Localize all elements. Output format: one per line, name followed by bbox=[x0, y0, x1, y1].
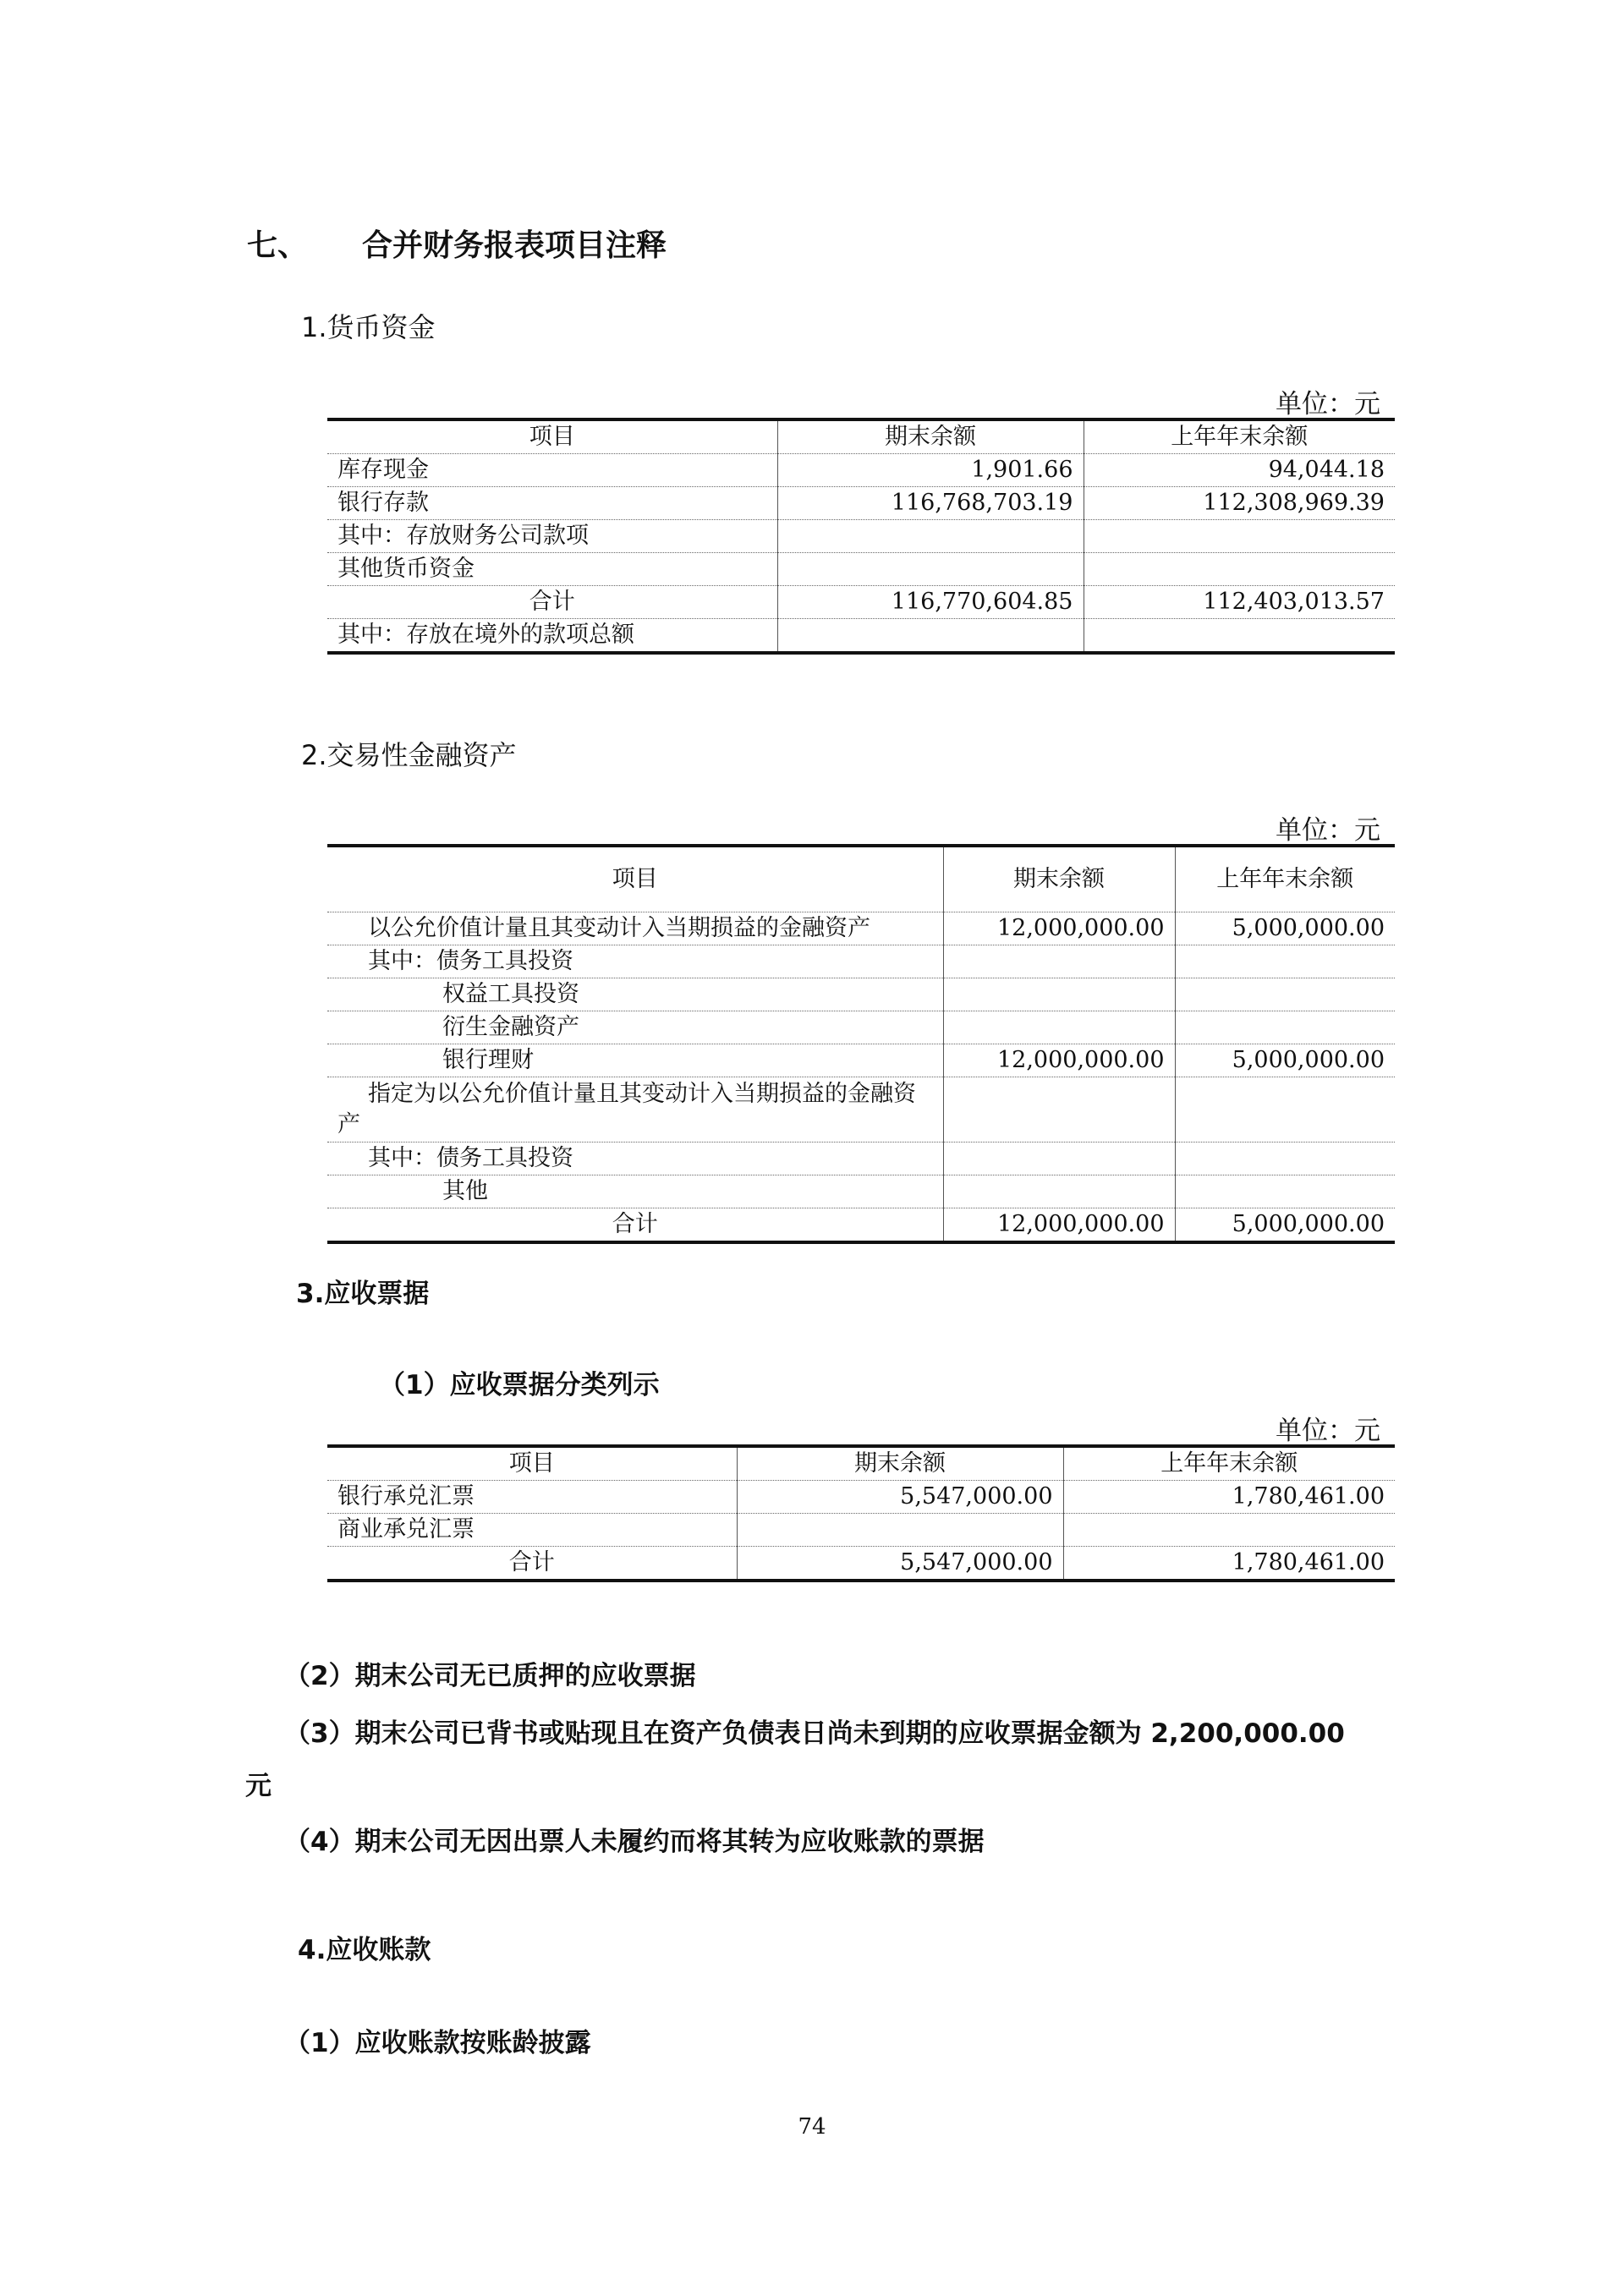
table-row bbox=[327, 1143, 1395, 1175]
value-cell bbox=[777, 553, 1084, 586]
value-cell bbox=[1063, 1514, 1395, 1547]
note-pledged-notes: （2）期末公司无已质押的应收票据 bbox=[284, 1661, 696, 1691]
cash-table bbox=[327, 418, 1395, 655]
table-row bbox=[327, 1044, 1395, 1077]
table-total-row bbox=[327, 1547, 1395, 1581]
header-cell: 上年年末余额 bbox=[1175, 846, 1395, 912]
header-cell: 期末余额 bbox=[737, 1446, 1063, 1481]
value-cell: 116,770,604.85 bbox=[777, 586, 1084, 619]
value-cell: 5,000,000.00 bbox=[1175, 1044, 1395, 1077]
header-cell: 上年年末余额 bbox=[1084, 419, 1395, 454]
value-cell bbox=[1084, 619, 1395, 654]
value-cell bbox=[777, 520, 1084, 553]
item-cell: 其中：债务工具投资 bbox=[327, 1143, 943, 1175]
subheading-aging-disclosure: （1）应收账款按账龄披露 bbox=[284, 2028, 591, 2058]
value-cell: 1,901.66 bbox=[777, 454, 1084, 487]
unit-label-3: 单位：元 bbox=[1276, 1416, 1380, 1446]
value-cell bbox=[1084, 553, 1395, 586]
value-cell: 5,547,000.00 bbox=[737, 1547, 1063, 1581]
table-row bbox=[327, 553, 1395, 586]
value-cell bbox=[943, 1175, 1175, 1208]
table-row bbox=[327, 1481, 1395, 1514]
heading-cash: 1.货币资金 bbox=[301, 311, 436, 343]
unit-label-1: 单位：元 bbox=[1276, 389, 1380, 419]
value-cell bbox=[1175, 945, 1395, 978]
value-cell bbox=[943, 1143, 1175, 1175]
heading-trading-assets: 2.交易性金融资产 bbox=[301, 739, 517, 771]
value-cell: 116,768,703.19 bbox=[777, 487, 1084, 520]
table-row bbox=[327, 454, 1395, 487]
item-cell: 指定为以公允价值计量且其变动计入当期损益的金融资产 bbox=[327, 1077, 943, 1143]
header-cell: 项目 bbox=[327, 1446, 737, 1481]
table-header-row bbox=[327, 846, 1395, 912]
table-row bbox=[327, 945, 1395, 978]
table-row bbox=[327, 1175, 1395, 1208]
value-cell: 1,780,461.00 bbox=[1063, 1547, 1395, 1581]
item-cell: 银行存款 bbox=[327, 487, 777, 520]
value-cell: 112,403,013.57 bbox=[1084, 586, 1395, 619]
header-cell: 项目 bbox=[327, 846, 943, 912]
header-cell: 期末余额 bbox=[777, 419, 1084, 454]
item-cell: 合计 bbox=[327, 1208, 943, 1243]
trading-assets-table bbox=[327, 844, 1395, 1244]
notes-receivable-table bbox=[327, 1444, 1395, 1582]
value-cell: 112,308,969.39 bbox=[1084, 487, 1395, 520]
item-cell: 合计 bbox=[327, 586, 777, 619]
value-cell bbox=[777, 619, 1084, 654]
value-cell bbox=[1175, 1011, 1395, 1044]
header-cell: 期末余额 bbox=[943, 846, 1175, 912]
value-cell: 12,000,000.00 bbox=[943, 912, 1175, 945]
table-row bbox=[327, 1514, 1395, 1547]
value-cell bbox=[1175, 978, 1395, 1011]
value-cell: 12,000,000.00 bbox=[943, 1208, 1175, 1243]
value-cell bbox=[1175, 1175, 1395, 1208]
item-cell: 其中：存放在境外的款项总额 bbox=[327, 619, 777, 654]
item-cell: 银行承兑汇票 bbox=[327, 1481, 737, 1514]
value-cell: 94,044.18 bbox=[1084, 454, 1395, 487]
table-total-row bbox=[327, 586, 1395, 619]
section-number: 七、 bbox=[247, 228, 309, 263]
note-transferred-notes: （4）期末公司无因出票人未履约而将其转为应收账款的票据 bbox=[284, 1827, 985, 1857]
page-number: 74 bbox=[798, 2114, 826, 2140]
table-header-row bbox=[327, 1446, 1395, 1481]
note-endorsed-notes: （3）期末公司已背书或贴现且在资产负债表日尚未到期的应收票据金额为 2,200,000.00 bbox=[284, 1718, 1345, 1749]
value-cell bbox=[943, 945, 1175, 978]
value-cell: 5,000,000.00 bbox=[1175, 1208, 1395, 1243]
table-header-row bbox=[327, 419, 1395, 454]
item-cell: 商业承兑汇票 bbox=[327, 1514, 737, 1547]
item-cell: 其中：存放财务公司款项 bbox=[327, 520, 777, 553]
table-row bbox=[327, 1011, 1395, 1044]
table-row bbox=[327, 1077, 1395, 1143]
heading-notes-receivable: 3.应收票据 bbox=[296, 1279, 430, 1309]
value-cell bbox=[1084, 520, 1395, 553]
item-cell: 库存现金 bbox=[327, 454, 777, 487]
header-cell: 项目 bbox=[327, 419, 777, 454]
value-cell bbox=[1175, 1077, 1395, 1143]
item-cell: 合计 bbox=[327, 1547, 737, 1581]
value-cell: 12,000,000.00 bbox=[943, 1044, 1175, 1077]
table-row bbox=[327, 619, 1395, 654]
item-cell: 其中：债务工具投资 bbox=[327, 945, 943, 978]
note-endorsed-notes-unit: 元 bbox=[245, 1771, 272, 1801]
value-cell bbox=[1175, 1143, 1395, 1175]
value-cell: 1,780,461.00 bbox=[1063, 1481, 1395, 1514]
value-cell bbox=[943, 1077, 1175, 1143]
unit-label-2: 单位：元 bbox=[1276, 815, 1380, 846]
item-cell: 以公允价值计量且其变动计入当期损益的金融资产 bbox=[327, 912, 943, 945]
table-row bbox=[327, 487, 1395, 520]
table-row bbox=[327, 520, 1395, 553]
item-cell: 银行理财 bbox=[327, 1044, 943, 1077]
item-cell: 衍生金融资产 bbox=[327, 1011, 943, 1044]
item-cell: 权益工具投资 bbox=[327, 978, 943, 1011]
item-cell: 其他货币资金 bbox=[327, 553, 777, 586]
subheading-notes-classification: （1）应收票据分类列示 bbox=[379, 1370, 660, 1400]
table-row bbox=[327, 912, 1395, 945]
value-cell bbox=[943, 978, 1175, 1011]
table-total-row bbox=[327, 1208, 1395, 1243]
value-cell: 5,547,000.00 bbox=[737, 1481, 1063, 1514]
value-cell bbox=[737, 1514, 1063, 1547]
table-row bbox=[327, 978, 1395, 1011]
heading-accounts-receivable: 4.应收账款 bbox=[298, 1935, 431, 1965]
value-cell: 5,000,000.00 bbox=[1175, 912, 1395, 945]
section-title: 合并财务报表项目注释 bbox=[362, 228, 667, 263]
value-cell bbox=[943, 1011, 1175, 1044]
item-cell: 其他 bbox=[327, 1175, 943, 1208]
header-cell: 上年年末余额 bbox=[1063, 1446, 1395, 1481]
